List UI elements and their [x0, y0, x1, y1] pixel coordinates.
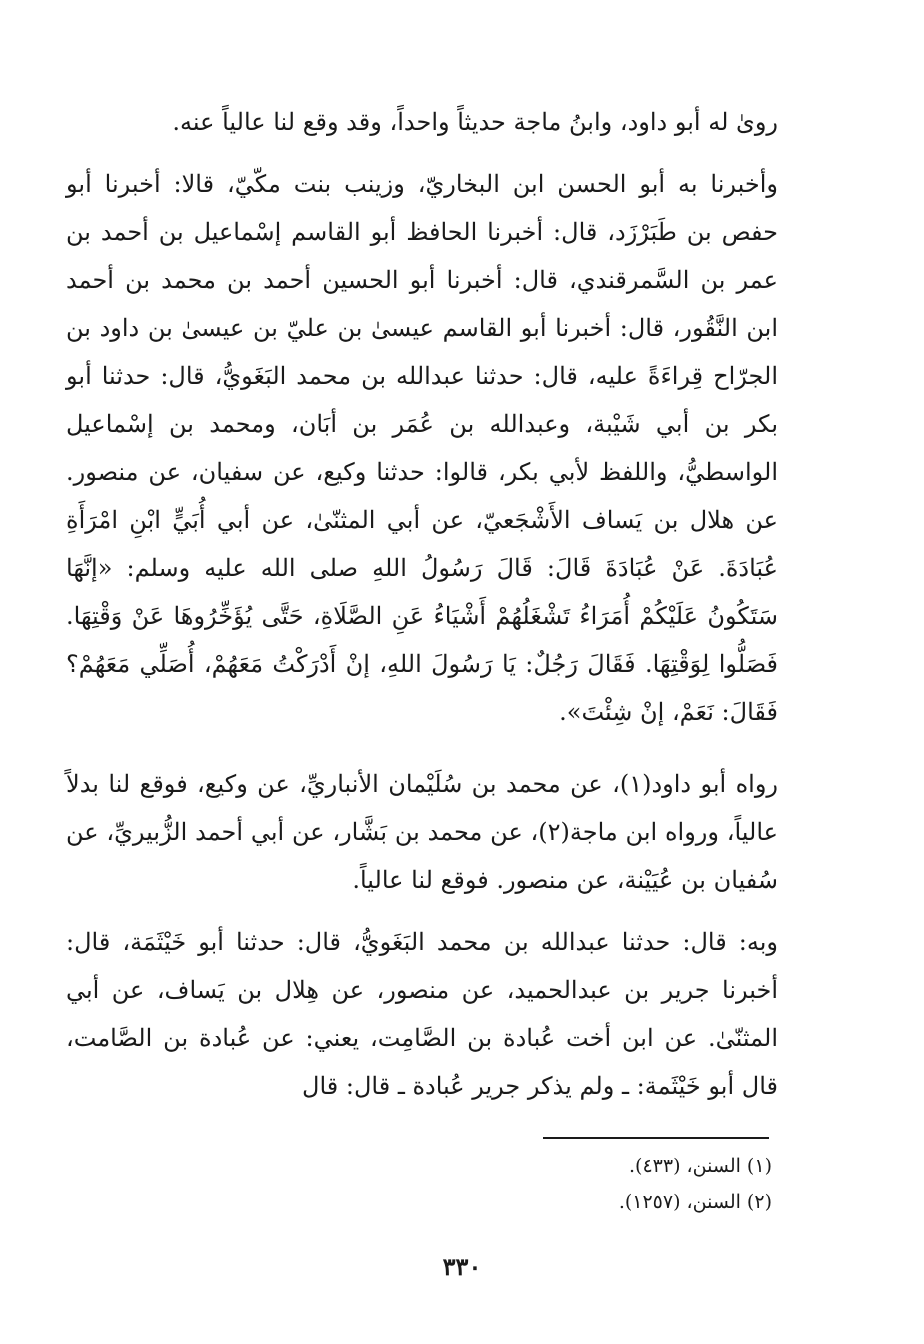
body-text-block [66, 98, 778, 146]
body-text-block [66, 918, 778, 1110]
body-text-block [66, 760, 778, 904]
footnote-item: (٢) السنن، (١٢٥٧). [618, 1191, 772, 1213]
body-text-block [66, 160, 778, 736]
footnotes [400, 1148, 772, 1220]
paragraph-takhrij: رواه أبو داود(١)، عن محمد بن سُلَيْمان الأنباريِّ، عن وكيع، فوقع لنا بدلاً عالياً، ورواه ابن ماجة(٢)، عن محمد بن بَشَّار، عن أبي أحمد الزُّبيريِّ، عن سُفيان بن عُيَيْنة، عن منصور. فوقع لنا عالياً. [66, 770, 778, 894]
page-number: ٣٣٠ [442, 1252, 482, 1281]
paragraph-second-chain: وبه: قال: حدثنا عبدالله بن محمد البَغَويُّ، قال: حدثنا أبو خَيْثَمَة، قال: أخبرنا جرير بن عبدالحميد، عن منصور، عن هِلال بن يَساف، عن أبي المثنّىٰ. عن ابن أخت عُبادة بن الصَّامِت، يعني: عن عُبادة بن الصَّامت، قال أبو خَيْثَمة: ـ ولم يذكر جرير عُبادة ـ قال: قال [66, 928, 778, 1100]
paragraph-hadith-chain: وأخبرنا به أبو الحسن ابن البخاريّ، وزينب بنت مكّيّ، قالا: أخبرنا أبو حفص بن طَبَرْزَد، قال: أخبرنا الحافظ أبو القاسم إسْماعيل بن أحمد بن عمر بن السَّمرقندي، قال: أخبرنا أبو الحسين أحمد بن محمد بن أحمد ابن النَّقُور، قال: أخبرنا أبو القاسم عيسىٰ بن عليّ بن عيسىٰ بن داود بن الجرّاح قِراءَةً عليه، قال: حدثنا عبدالله بن محمد البَغَويُّ، قال: حدثنا أبو بكر بن أبي شَيْبة، وعبدالله بن عُمَر بن أبَان، ومحمد بن إسْماعيل الواسطيُّ، واللفظ لأبي بكر، قالوا: حدثنا وكيع، عن سفيان، عن منصور. عن هلال بن يَساف الأَشْجَعيّ، عن أبي المثنّىٰ، عن أبي أُبَيٍّ ابْنِ امْرَأَةِ عُبَادَةَ. عَنْ عُبَادَةَ قَالَ: قَالَ رَسُولُ اللهِ صلى الله عليه وسلم: «إنَّهَا سَتَكُونُ عَلَيْكُمْ أُمَرَاءُ تَشْغَلُهُمْ أَشْيَاءُ عَنِ الصَّلَاةِ، حَتَّى يُؤَخِّرُوهَا عَنْ وَقْتِهَا. فَصَلُّوا لِوَقْتِهَا. فَقَالَ رَجُلٌ: يَا رَسُولَ اللهِ، إنْ أَدْرَكْتُ مَعَهُمْ، أُصَلِّي مَعَهُمْ؟ فَقَالَ: نَعَمْ، إنْ شِئْتَ». [66, 170, 779, 726]
footnote-item: (١) السنن، (٤٣٣). [629, 1155, 772, 1177]
paragraph-narration-note: رویٰ له أبو داود، وابنُ ماجة حديثاً واحداً، وقد وقع لنا عالياً عنه. [172, 108, 778, 136]
footnote-divider [543, 1137, 769, 1139]
